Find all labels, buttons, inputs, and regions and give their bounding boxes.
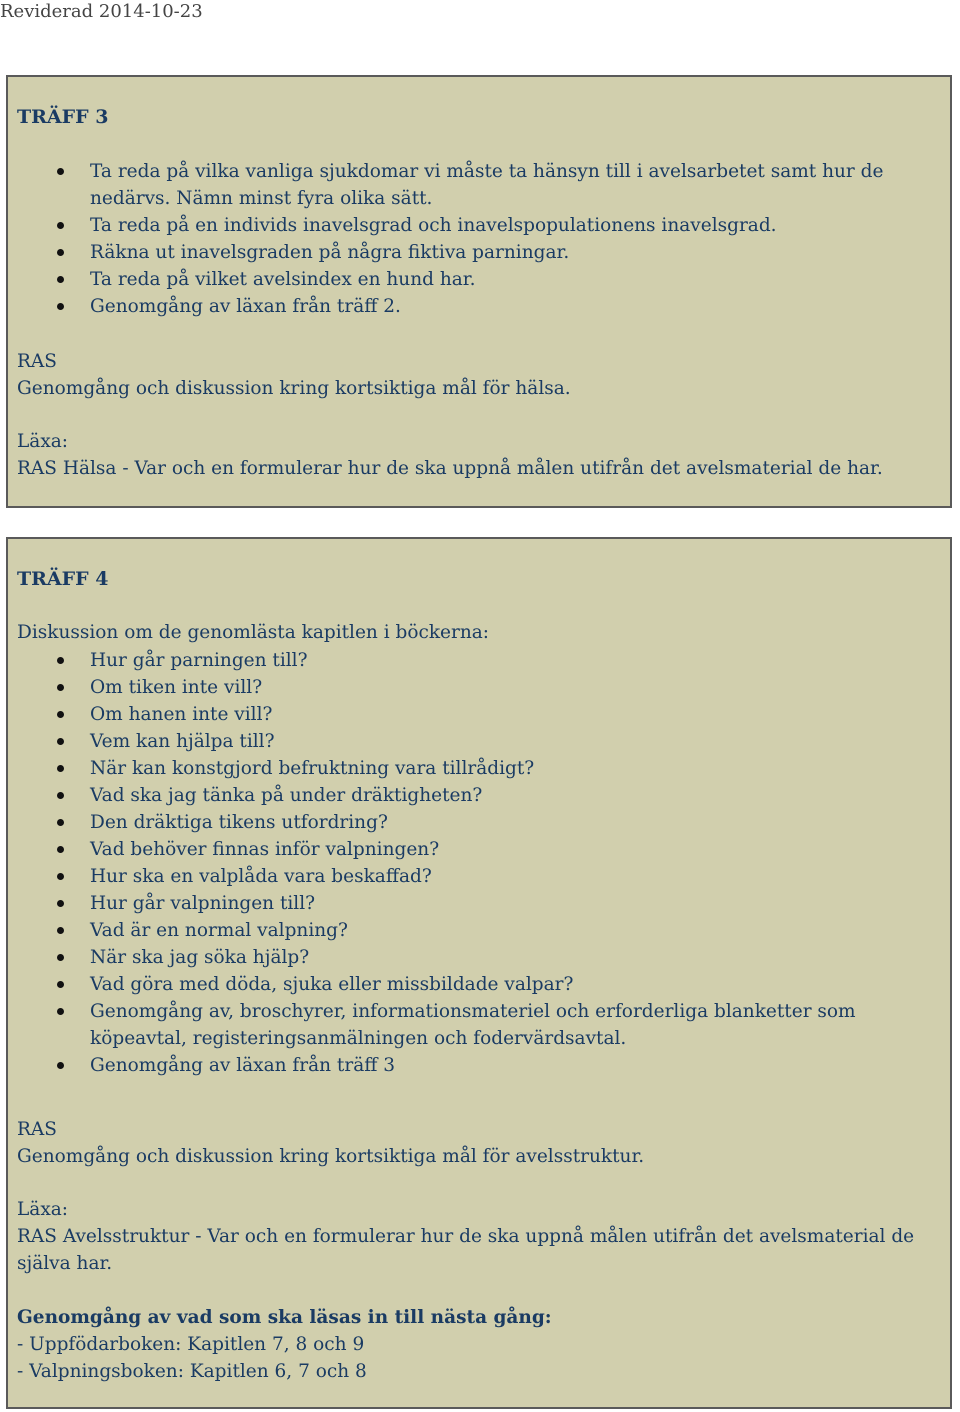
list-item-text: När ska jag söka hjälp?	[90, 947, 310, 968]
list-item	[8, 647, 856, 674]
traff3-homework-text: RAS Hälsa - Var och en formulerar hur de ska uppnå målen utifrån det avelsmaterial de har.	[17, 458, 883, 479]
list-item-text: Vad behöver finnas inför valpningen?	[90, 839, 440, 860]
list-item-text: Om tiken inte vill?	[90, 677, 263, 698]
list-item	[8, 917, 856, 944]
list-item-text: Genomgång av läxan från träff 2.	[90, 296, 401, 317]
list-item-text: Ta reda på vilka vanliga sjukdomar vi måste ta hänsyn till i avelsarbetet samt hur de	[90, 161, 884, 182]
traff4-homework-label: Läxa:	[17, 1199, 69, 1220]
list-item-text: Om hanen inte vill?	[90, 704, 273, 725]
bullet-icon	[57, 981, 64, 988]
bullet-icon	[57, 249, 64, 256]
list-item	[8, 212, 883, 239]
bullet-icon	[57, 900, 64, 907]
traff4-homework-line1: RAS Avelsstruktur - Var och en formulerar hur de ska uppnå målen utifrån det avelsmaterial de	[17, 1226, 915, 1247]
list-item-text: Den dräktiga tikens utfordring?	[90, 812, 388, 833]
bullet-icon	[57, 711, 64, 718]
list-item	[8, 701, 856, 728]
list-item	[8, 239, 883, 266]
bullet-icon	[57, 303, 64, 310]
bullet-icon	[57, 168, 64, 175]
list-item	[8, 728, 856, 755]
revision-date: Reviderad 2014-10-23	[0, 1, 203, 22]
list-item	[8, 836, 856, 863]
list-item-text: Räkna ut inavelsgraden på några fiktiva parningar.	[90, 242, 570, 263]
traff4-ras-text: Genomgång och diskussion kring kortsiktiga mål för avelsstruktur.	[17, 1146, 645, 1167]
list-item-text: Genomgång av läxan från träff 3	[90, 1055, 396, 1076]
traff4-ras-label: RAS	[17, 1119, 57, 1140]
list-item-text: Vad är en normal valpning?	[90, 920, 348, 941]
bullet-icon	[57, 1062, 64, 1069]
bullet-icon	[57, 684, 64, 691]
list-item-text: köpeavtal, registeringsanmälningen och fodervärdsavtal.	[90, 1028, 627, 1049]
list-item	[8, 890, 856, 917]
bullet-icon	[57, 846, 64, 853]
traff3-title: TRÄFF 3	[17, 106, 109, 128]
list-item-text: Hur går parningen till?	[90, 650, 308, 671]
bullet-icon	[57, 1008, 64, 1015]
list-item	[8, 998, 856, 1052]
traff4-intro: Diskussion om de genomlästa kapitlen i böckerna:	[17, 622, 490, 643]
traff4-section	[6, 537, 952, 1409]
list-item	[8, 809, 856, 836]
bullet-icon	[57, 873, 64, 880]
bullet-icon	[57, 765, 64, 772]
list-item-text: nedärvs. Nämn minst fyra olika sätt.	[90, 188, 433, 209]
bullet-icon	[57, 276, 64, 283]
list-item	[8, 1052, 856, 1079]
traff4-reading-title: Genomgång av vad som ska läsas in till nästa gång:	[17, 1307, 552, 1328]
list-item	[8, 944, 856, 971]
traff4-question-list	[8, 647, 856, 1079]
list-item	[8, 674, 856, 701]
bullet-icon	[57, 954, 64, 961]
bullet-icon	[57, 792, 64, 799]
list-item	[8, 971, 856, 998]
traff4-reading-item-1: - Uppfödarboken: Kapitlen 7, 8 och 9	[17, 1334, 365, 1355]
list-item-text: Ta reda på en individs inavelsgrad och inavelspopulationens inavelsgrad.	[90, 215, 777, 236]
traff4-title: TRÄFF 4	[17, 568, 109, 590]
list-item	[8, 755, 856, 782]
traff4-reading-item-2: - Valpningsboken: Kapitlen 6, 7 och 8	[17, 1361, 367, 1382]
list-item	[8, 158, 883, 212]
list-item	[8, 293, 883, 320]
traff3-homework-label: Läxa:	[17, 431, 69, 452]
traff4-homework-line2: själva har.	[17, 1253, 113, 1274]
list-item-text: Hur ska en valplåda vara beskaffad?	[90, 866, 432, 887]
traff3-section	[6, 75, 952, 508]
bullet-icon	[57, 738, 64, 745]
list-item-text: Vad göra med döda, sjuka eller missbildade valpar?	[90, 974, 574, 995]
bullet-icon	[57, 819, 64, 826]
bullet-icon	[57, 927, 64, 934]
traff3-ras-label: RAS	[17, 351, 57, 372]
list-item	[8, 266, 883, 293]
list-item-text: Vem kan hjälpa till?	[90, 731, 275, 752]
list-item-text: Vad ska jag tänka på under dräktigheten?	[90, 785, 483, 806]
traff3-ras-text: Genomgång och diskussion kring kortsiktiga mål för hälsa.	[17, 378, 571, 399]
traff3-task-list	[8, 158, 883, 320]
list-item-text: Genomgång av, broschyrer, informationsmateriel och erforderliga blanketter som	[90, 1001, 856, 1022]
list-item	[8, 863, 856, 890]
bullet-icon	[57, 222, 64, 229]
list-item	[8, 782, 856, 809]
list-item-text: När kan konstgjord befruktning vara tillrådigt?	[90, 758, 535, 779]
list-item-text: Ta reda på vilket avelsindex en hund har.	[90, 269, 476, 290]
list-item-text: Hur går valpningen till?	[90, 893, 316, 914]
bullet-icon	[57, 657, 64, 664]
